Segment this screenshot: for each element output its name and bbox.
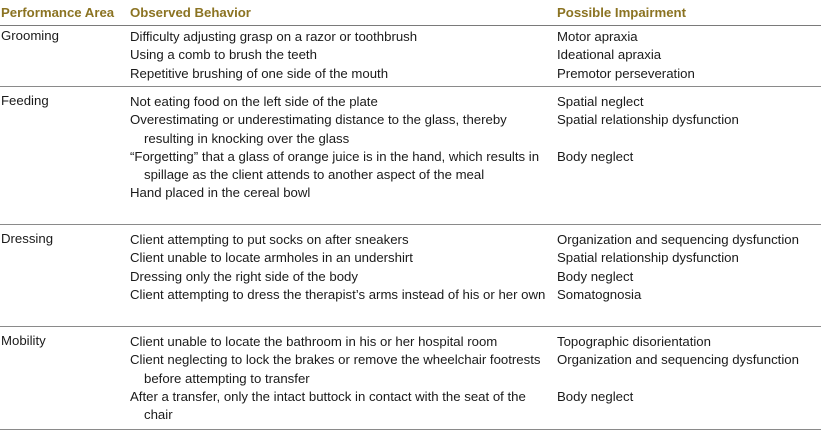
impairment-spacer — [557, 370, 821, 388]
behavior-item: Client unable to locate the bathroom in his or her hospital room — [130, 334, 498, 349]
impairment-item: Topographic disorientation — [557, 334, 711, 349]
row-divider — [0, 224, 821, 225]
behavior-item: Difficulty adjusting grasp on a razor or toothbrush — [130, 29, 418, 44]
impairment-item: Organization and sequencing dysfunction — [557, 232, 799, 247]
behavior-item: Hand placed in the cereal bowl — [130, 185, 311, 201]
impairment-item: Spatial relationship dysfunction — [557, 250, 739, 266]
behavior-item: After a transfer, only the intact buttock in contact with the seat of the chair — [130, 388, 526, 423]
behavior-item: Not eating food on the left side of the plate — [130, 94, 378, 109]
behavior-item: Client neglecting to lock the brakes or remove the wheelchair footrests before attempting to transfer — [130, 352, 541, 386]
header-performance-area: Performance Area — [1, 5, 115, 20]
behavior-item: Client unable to locate armholes in an undershirt — [130, 250, 413, 266]
behavior-list — [130, 93, 550, 203]
impairment-spacer — [557, 130, 821, 148]
impairment-item: Spatial neglect — [557, 94, 644, 109]
behavior-item: Client attempting to put socks on after sneakers — [130, 232, 409, 247]
behavior-item: Client attempting to dress the therapist’s arms instead of his or her own — [130, 286, 546, 302]
impairment-list — [557, 28, 821, 83]
impairment-list — [557, 93, 821, 166]
impairment-item: Body neglect — [557, 388, 634, 404]
behavior-item: Dressing only the right side of the body — [130, 268, 358, 284]
impairment-item: Spatial relationship dysfunction — [557, 112, 739, 128]
impairment-item: Somatognosia — [557, 286, 642, 302]
impairment-item: Organization and sequencing dysfunction — [557, 352, 799, 368]
impairment-item: Motor apraxia — [557, 29, 638, 44]
behavior-item: Repetitive brushing of one side of the mouth — [130, 65, 389, 81]
area-label: Dressing — [1, 231, 54, 246]
behavior-list — [130, 28, 550, 83]
row-divider — [0, 326, 821, 327]
impairment-item: Body neglect — [557, 148, 634, 164]
behavior-list — [130, 231, 550, 304]
behavior-item: Overestimating or underestimating distance to the glass, thereby resulting in knocking over the glass — [130, 112, 507, 146]
row-divider — [0, 86, 821, 87]
impairment-item: Body neglect — [557, 268, 634, 284]
impairment-item: Ideational apraxia — [557, 47, 662, 63]
impairment-item: Premotor perseveration — [557, 65, 695, 81]
header-possible-impairment: Possible Impairment — [557, 5, 686, 20]
impairment-list — [557, 231, 821, 304]
behavior-item: Using a comb to brush the teeth — [130, 47, 317, 63]
area-label: Grooming — [1, 28, 59, 43]
header-rule — [0, 25, 821, 26]
header-observed-behavior: Observed Behavior — [130, 5, 251, 20]
behavior-list — [130, 333, 550, 424]
area-label: Mobility — [1, 333, 46, 348]
impairment-list — [557, 333, 821, 406]
table-bottom-rule — [0, 429, 821, 430]
behavior-item: “Forgetting” that a glass of orange juice is in the hand, which results in spillage as the client attends to another aspect of the meal — [130, 148, 540, 183]
area-label: Feeding — [1, 93, 49, 108]
